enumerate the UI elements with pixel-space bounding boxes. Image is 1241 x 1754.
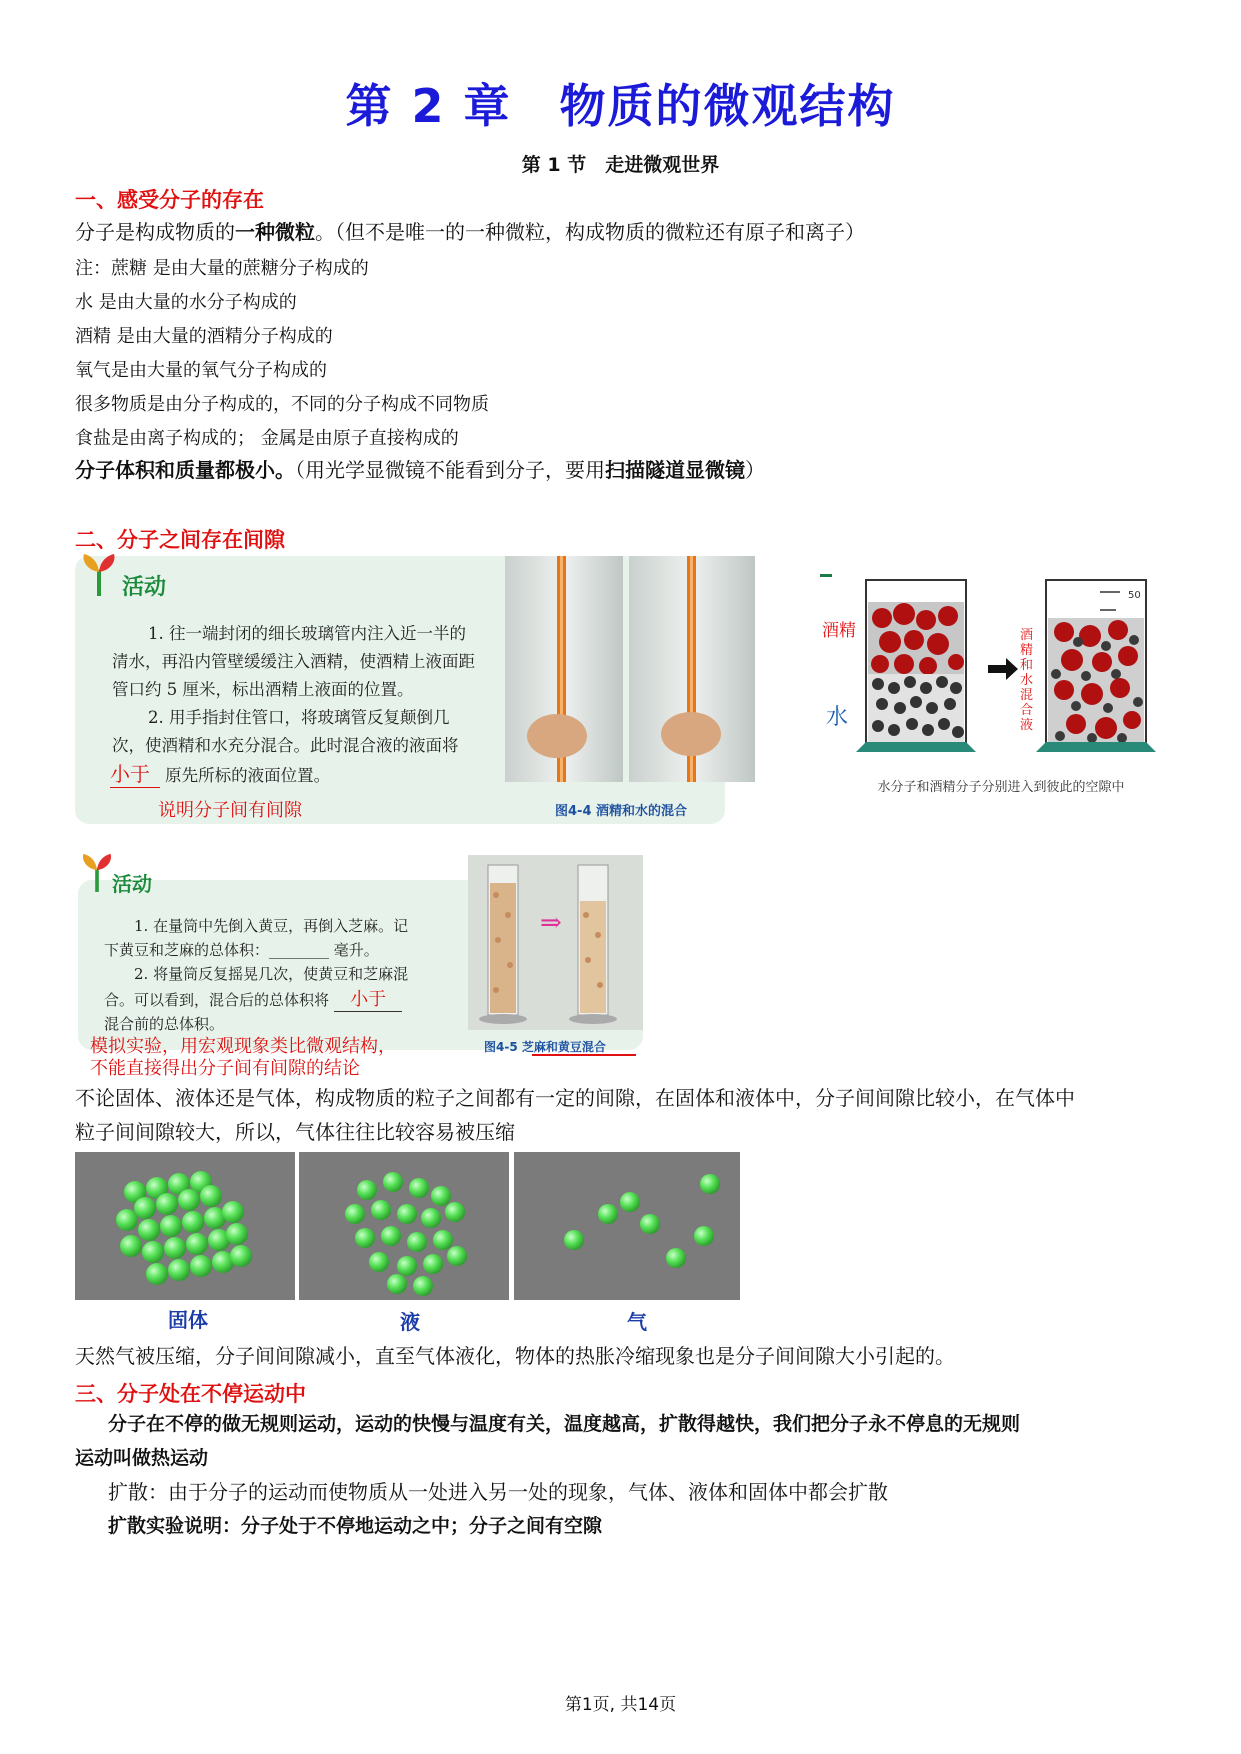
alcohol-label: 酒精 <box>822 621 856 641</box>
activity1-p1-l3: 管口约 5 厘米，标出酒精上液面的位置。 <box>112 680 414 699</box>
activity1-answer: 小于 <box>110 758 160 788</box>
intro-text-a: 分子是构成物质的 <box>75 220 235 244</box>
section-title: 第 1 节 走进微观世界 <box>521 154 720 176</box>
chapter-title: 第 2 章 物质的微观结构 <box>345 79 896 133</box>
activity2-conclusion-l1: 模拟实验，用宏观现象类比微观结构， <box>90 1036 396 1057</box>
intro-bold: 一种微粒 <box>235 220 315 244</box>
activity2-label: 活动 <box>112 872 152 896</box>
gas-model-image <box>514 1152 740 1300</box>
page-footer: 第1页, 共14页 <box>564 1695 677 1715</box>
gas-compression-text: 天然气被压缩，分子间间隙减小，直至气体液化，物体的热胀冷缩现象也是分子间间隙大小引起的。 <box>75 1344 955 1368</box>
fig4-4-caption: 图4-4 酒精和水的混合 <box>555 804 688 819</box>
beaker-caption: 水分子和酒精分子分别进入到彼此的空隙中 <box>877 780 1125 795</box>
diffusion-definition: 扩散：由于分子的运动而使物质从一处进入另一处的现象，气体、液体和固体中都会扩散 <box>108 1480 888 1504</box>
section1-heading: 一、感受分子的存在 <box>75 188 264 212</box>
activity1-p2-l1: 2. 用手指封住管口，将玻璃管反复颠倒几 <box>148 708 450 727</box>
fig4-5-caption: 图4-5 芝麻和黄豆混合 <box>484 1040 606 1054</box>
activity1-p1-l1: 1. 往一端封闭的细长玻璃管内注入近一半的 <box>148 624 466 643</box>
beaker-diagram <box>820 570 1180 756</box>
note-line-1: 注：蔗糖 是由大量的蔗糖分子构成的 <box>75 258 369 279</box>
activity1-conclusion: 说明分子间有间隙 <box>158 800 302 821</box>
intro-text-b: 。（但不是唯一的一种微粒，构成物质的微粒还有原子和离子） <box>315 220 865 244</box>
phase-label-solid: 固体 <box>168 1308 208 1332</box>
activity2-p2-l2: 合。可以看到，混合后的总体积将 <box>104 991 330 1009</box>
gap-text-2: 粒子间间隙较大，所以，气体往往比较容易被压缩 <box>75 1120 515 1144</box>
mixture-label: 酒精和水混合液 <box>1020 628 1034 733</box>
activity2-conclusion-l2: 不能直接得出分子间有间隙的结论 <box>90 1058 360 1079</box>
molecule-intro <box>75 220 865 244</box>
size-text-b: ） <box>745 458 765 482</box>
activity2-p2-end: 混合前的总体积。 <box>104 1015 225 1033</box>
size-text-a: （用光学显微镜不能看到分子，要用 <box>295 458 605 482</box>
thermal-motion-line-1: 分子在不停的做无规则运动，运动的快慢与温度有关，温度越高，扩散得越快，我们把分子永不停息的无规则 <box>108 1413 1021 1435</box>
phase-label-liquid: 液 <box>400 1310 420 1334</box>
size-bold: 分子体积和质量都极小。 <box>75 458 295 482</box>
activity2-answer: 小于 <box>334 985 402 1012</box>
activity2-p1-l2: 下黄豆和芝麻的总体积：________ 毫升。 <box>104 941 379 959</box>
phase-label-gas: 气 <box>627 1310 647 1334</box>
molecule-size-line <box>75 458 765 482</box>
note-line-5: 很多物质是由分子构成的，不同的分子构成不同物质 <box>75 394 489 415</box>
activity2-p2-l1: 2. 将量筒反复摇晃几次，使黄豆和芝麻混 <box>134 965 409 983</box>
activity1-fill-line <box>110 758 330 790</box>
note-line-6: 食盐是由离子构成的； 金属是由原子直接构成的 <box>75 428 459 449</box>
gap-text-1: 不论固体、液体还是气体，构成物质的粒子之间都有一定的间隙，在固体和液体中，分子间间隙比较小，在气体中 <box>75 1086 1075 1110</box>
note-line-4: 氧气是由大量的氧气分子构成的 <box>75 360 327 381</box>
note-line-3: 酒精 是由大量的酒精分子构成的 <box>75 326 333 347</box>
activity2-fill-line <box>104 985 402 1014</box>
caption-underline <box>532 1054 636 1056</box>
activity1-p2-end: 原先所标的液面位置。 <box>165 766 331 785</box>
activity2-p1-l1: 1. 在量筒中先倒入黄豆，再倒入芝麻。记 <box>134 917 409 935</box>
section3-heading: 三、分子处在不停运动中 <box>75 1382 306 1406</box>
sprout-icon <box>78 850 116 894</box>
water-label: 水 <box>826 705 849 730</box>
note-line-2: 水 是由大量的水分子构成的 <box>75 292 297 313</box>
size-bold-2: 扫描隧道显微镜 <box>605 458 745 482</box>
cylinder-photos <box>468 855 643 1030</box>
section2-heading: 二、分子之间存在间隙 <box>75 528 285 552</box>
activity1-label: 活动 <box>122 575 167 600</box>
arrow-icon: ⇒ <box>540 908 562 938</box>
beaker-scale-label: 50 <box>1128 590 1141 601</box>
sprout-icon <box>78 550 120 598</box>
diffusion-experiment: 扩散实验说明：分子处于不停地运动之中；分子之间有空隙 <box>108 1515 603 1537</box>
glass-tube-photos <box>505 556 755 782</box>
thermal-motion-line-2: 运动叫做热运动 <box>75 1447 209 1469</box>
activity1-p1-l2: 清水，再沿内管壁缓缓注入酒精，使酒精上液面距 <box>112 652 475 671</box>
liquid-model-image <box>299 1152 509 1300</box>
solid-model-image <box>75 1152 295 1300</box>
activity1-p2-l2: 次，使酒精和水充分混合。此时混合液的液面将 <box>112 736 459 755</box>
